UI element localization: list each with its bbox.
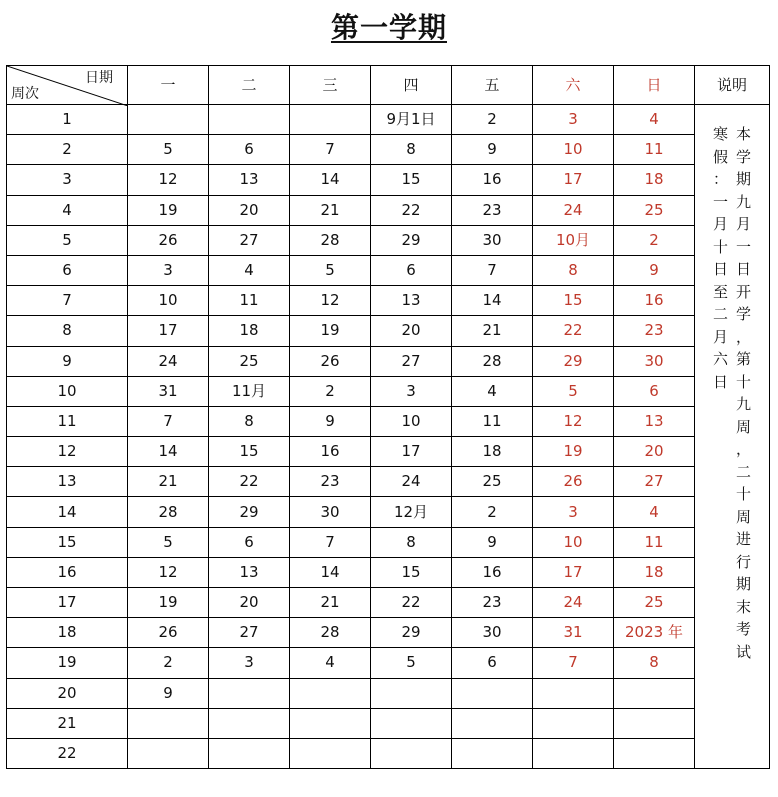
- day-header-sat: 六: [533, 66, 614, 105]
- corner-week-label: 周次: [11, 86, 39, 102]
- page-title: 第一学期: [330, 11, 447, 44]
- date-cell: [614, 738, 695, 768]
- date-cell: 6: [209, 135, 290, 165]
- week-row: [7, 678, 770, 708]
- date-cell: 5: [290, 255, 371, 285]
- date-cell: 9: [452, 527, 533, 557]
- week-row: [7, 497, 770, 527]
- date-cell: 26: [533, 467, 614, 497]
- date-cell: 4: [614, 497, 695, 527]
- date-cell: 22: [371, 195, 452, 225]
- week-number-cell: 4: [7, 195, 128, 225]
- week-row: [7, 225, 770, 255]
- week-number-cell: 15: [7, 527, 128, 557]
- week-number-cell: 8: [7, 316, 128, 346]
- date-cell: 17: [533, 557, 614, 587]
- date-cell: 13: [614, 406, 695, 436]
- date-cell: 16: [452, 165, 533, 195]
- date-cell: 11月: [209, 376, 290, 406]
- week-number-cell: 12: [7, 437, 128, 467]
- date-cell: 28: [290, 225, 371, 255]
- date-cell: 24: [371, 467, 452, 497]
- week-number-cell: 19: [7, 648, 128, 678]
- date-cell: [533, 678, 614, 708]
- date-cell: [371, 708, 452, 738]
- date-cell: 28: [128, 497, 209, 527]
- week-number-cell: 18: [7, 618, 128, 648]
- week-row: [7, 437, 770, 467]
- date-cell: 12: [128, 165, 209, 195]
- week-number-cell: 2: [7, 135, 128, 165]
- date-cell: 21: [128, 467, 209, 497]
- week-row: [7, 195, 770, 225]
- date-cell: 6: [371, 255, 452, 285]
- date-cell: 24: [128, 346, 209, 376]
- date-cell: 8: [209, 406, 290, 436]
- week-row: [7, 316, 770, 346]
- week-number-cell: 22: [7, 738, 128, 768]
- week-row: [7, 376, 770, 406]
- date-cell: 9月1日: [371, 105, 452, 135]
- date-cell: 22: [533, 316, 614, 346]
- date-cell: 19: [128, 588, 209, 618]
- date-cell: 4: [614, 105, 695, 135]
- date-cell: 17: [128, 316, 209, 346]
- week-number-cell: 20: [7, 678, 128, 708]
- date-cell: 4: [290, 648, 371, 678]
- date-cell: 16: [290, 437, 371, 467]
- date-cell: 28: [452, 346, 533, 376]
- date-cell: 13: [371, 286, 452, 316]
- week-row: [7, 406, 770, 436]
- date-cell: 15: [371, 557, 452, 587]
- date-cell: 28: [290, 618, 371, 648]
- week-number-cell: 9: [7, 346, 128, 376]
- date-cell: 18: [452, 437, 533, 467]
- date-cell: [209, 738, 290, 768]
- date-cell: 2: [452, 497, 533, 527]
- date-cell: 6: [209, 527, 290, 557]
- date-cell: 27: [614, 467, 695, 497]
- date-cell: 30: [452, 618, 533, 648]
- date-cell: 4: [452, 376, 533, 406]
- remark-cell: [695, 105, 770, 769]
- date-cell: 19: [290, 316, 371, 346]
- date-cell: 7: [290, 527, 371, 557]
- date-cell: 13: [209, 165, 290, 195]
- date-cell: 18: [209, 316, 290, 346]
- week-number-cell: 16: [7, 557, 128, 587]
- date-cell: [209, 708, 290, 738]
- date-cell: [614, 678, 695, 708]
- date-cell: 26: [128, 225, 209, 255]
- week-row: [7, 527, 770, 557]
- date-cell: 7: [290, 135, 371, 165]
- date-cell: 5: [128, 527, 209, 557]
- day-header-mon: 一: [128, 66, 209, 105]
- week-number-cell: 14: [7, 497, 128, 527]
- week-row: [7, 708, 770, 738]
- date-cell: 6: [452, 648, 533, 678]
- date-cell: 3: [533, 105, 614, 135]
- date-cell: 9: [614, 255, 695, 285]
- date-cell: 2: [452, 105, 533, 135]
- date-cell: 15: [209, 437, 290, 467]
- date-cell: 3: [209, 648, 290, 678]
- date-cell: 29: [533, 346, 614, 376]
- date-cell: 25: [614, 588, 695, 618]
- date-cell: 23: [290, 467, 371, 497]
- date-cell: 11: [614, 527, 695, 557]
- date-cell: [290, 105, 371, 135]
- day-header-fri: 五: [452, 66, 533, 105]
- date-cell: 8: [371, 135, 452, 165]
- date-cell: 10: [371, 406, 452, 436]
- date-cell: 12: [128, 557, 209, 587]
- week-row: [7, 105, 770, 135]
- date-cell: 17: [533, 165, 614, 195]
- date-cell: 29: [209, 497, 290, 527]
- date-cell: 30: [614, 346, 695, 376]
- date-cell: 12: [533, 406, 614, 436]
- date-cell: 22: [371, 588, 452, 618]
- date-cell: 8: [533, 255, 614, 285]
- date-cell: 3: [371, 376, 452, 406]
- date-cell: 27: [209, 618, 290, 648]
- date-cell: 5: [533, 376, 614, 406]
- week-row: [7, 618, 770, 648]
- week-number-cell: 6: [7, 255, 128, 285]
- remark-header: 说明: [695, 66, 770, 105]
- date-cell: 14: [290, 557, 371, 587]
- week-number-cell: 10: [7, 376, 128, 406]
- week-row: [7, 255, 770, 285]
- date-cell: 20: [209, 588, 290, 618]
- date-cell: 10: [533, 527, 614, 557]
- date-cell: 10: [128, 286, 209, 316]
- date-cell: 19: [128, 195, 209, 225]
- date-cell: 5: [128, 135, 209, 165]
- date-cell: 3: [128, 255, 209, 285]
- week-number-cell: 11: [7, 406, 128, 436]
- date-cell: 25: [209, 346, 290, 376]
- week-number-cell: 17: [7, 588, 128, 618]
- date-cell: 15: [533, 286, 614, 316]
- week-number-cell: 7: [7, 286, 128, 316]
- date-cell: 12: [290, 286, 371, 316]
- date-cell: 9: [452, 135, 533, 165]
- date-cell: 10: [533, 135, 614, 165]
- date-cell: 7: [452, 255, 533, 285]
- date-cell: 12月: [371, 497, 452, 527]
- date-cell: 24: [533, 195, 614, 225]
- date-cell: 23: [452, 195, 533, 225]
- week-row: [7, 648, 770, 678]
- date-cell: 20: [209, 195, 290, 225]
- date-cell: 17: [371, 437, 452, 467]
- week-row: [7, 135, 770, 165]
- date-cell: [128, 708, 209, 738]
- date-cell: 27: [371, 346, 452, 376]
- remark-text-column: 本 学 期 九 月 一 日 开 学 ， 第 十 九 周 ， 二 十 周 进 行 期 末 考 试: [736, 125, 752, 661]
- date-cell: 13: [209, 557, 290, 587]
- week-row: [7, 467, 770, 497]
- date-cell: 6: [614, 376, 695, 406]
- date-cell: 27: [209, 225, 290, 255]
- date-cell: 5: [371, 648, 452, 678]
- date-cell: 14: [290, 165, 371, 195]
- week-number-cell: 1: [7, 105, 128, 135]
- date-cell: 21: [290, 588, 371, 618]
- date-cell: 20: [371, 316, 452, 346]
- week-row: [7, 165, 770, 195]
- remark-text-column: 寒 假 ： 一 月 十 日 至 二 月 六 日: [712, 125, 728, 391]
- date-cell: 2023 年: [614, 618, 695, 648]
- week-number-cell: 21: [7, 708, 128, 738]
- week-number-cell: 5: [7, 225, 128, 255]
- date-cell: [452, 738, 533, 768]
- date-cell: [290, 678, 371, 708]
- date-cell: 9: [128, 678, 209, 708]
- date-cell: 7: [533, 648, 614, 678]
- date-cell: 11: [614, 135, 695, 165]
- date-cell: 23: [614, 316, 695, 346]
- date-cell: 14: [452, 286, 533, 316]
- date-cell: 29: [371, 618, 452, 648]
- date-cell: 30: [452, 225, 533, 255]
- date-cell: 20: [614, 437, 695, 467]
- date-cell: 8: [614, 648, 695, 678]
- semester-calendar-table: [6, 65, 770, 769]
- date-cell: [452, 678, 533, 708]
- date-cell: 18: [614, 165, 695, 195]
- date-cell: [614, 708, 695, 738]
- date-cell: 21: [290, 195, 371, 225]
- date-cell: [209, 105, 290, 135]
- day-header-wed: 三: [290, 66, 371, 105]
- date-cell: [128, 105, 209, 135]
- date-cell: 29: [371, 225, 452, 255]
- date-cell: 18: [614, 557, 695, 587]
- week-row: [7, 346, 770, 376]
- date-cell: 11: [209, 286, 290, 316]
- date-cell: 16: [614, 286, 695, 316]
- date-cell: 11: [452, 406, 533, 436]
- week-number-cell: 3: [7, 165, 128, 195]
- date-cell: [533, 738, 614, 768]
- date-cell: 24: [533, 588, 614, 618]
- date-cell: [290, 708, 371, 738]
- date-cell: [371, 678, 452, 708]
- date-cell: 19: [533, 437, 614, 467]
- date-cell: 21: [452, 316, 533, 346]
- date-cell: 16: [452, 557, 533, 587]
- date-cell: [533, 708, 614, 738]
- week-row: [7, 557, 770, 587]
- date-cell: [290, 738, 371, 768]
- date-cell: 25: [614, 195, 695, 225]
- date-cell: [371, 738, 452, 768]
- date-cell: 30: [290, 497, 371, 527]
- date-cell: 23: [452, 588, 533, 618]
- date-cell: 2: [614, 225, 695, 255]
- date-cell: 7: [128, 406, 209, 436]
- corner-header-cell: [7, 66, 128, 105]
- date-cell: 25: [452, 467, 533, 497]
- date-cell: 26: [290, 346, 371, 376]
- date-cell: 2: [128, 648, 209, 678]
- day-header-tue: 二: [209, 66, 290, 105]
- corner-date-label: 日期: [85, 70, 113, 86]
- date-cell: [452, 708, 533, 738]
- date-cell: 31: [128, 376, 209, 406]
- week-row: [7, 738, 770, 768]
- date-cell: [128, 738, 209, 768]
- week-number-cell: 13: [7, 467, 128, 497]
- week-row: [7, 286, 770, 316]
- date-cell: [209, 678, 290, 708]
- date-cell: 26: [128, 618, 209, 648]
- header-row: [7, 66, 770, 105]
- date-cell: 2: [290, 376, 371, 406]
- day-header-thu: 四: [371, 66, 452, 105]
- date-cell: 9: [290, 406, 371, 436]
- date-cell: 14: [128, 437, 209, 467]
- date-cell: 10月: [533, 225, 614, 255]
- date-cell: 15: [371, 165, 452, 195]
- date-cell: 31: [533, 618, 614, 648]
- week-row: [7, 588, 770, 618]
- date-cell: 3: [533, 497, 614, 527]
- day-header-sun: 日: [614, 66, 695, 105]
- remark-notes: [695, 105, 769, 663]
- date-cell: 8: [371, 527, 452, 557]
- date-cell: 22: [209, 467, 290, 497]
- date-cell: 4: [209, 255, 290, 285]
